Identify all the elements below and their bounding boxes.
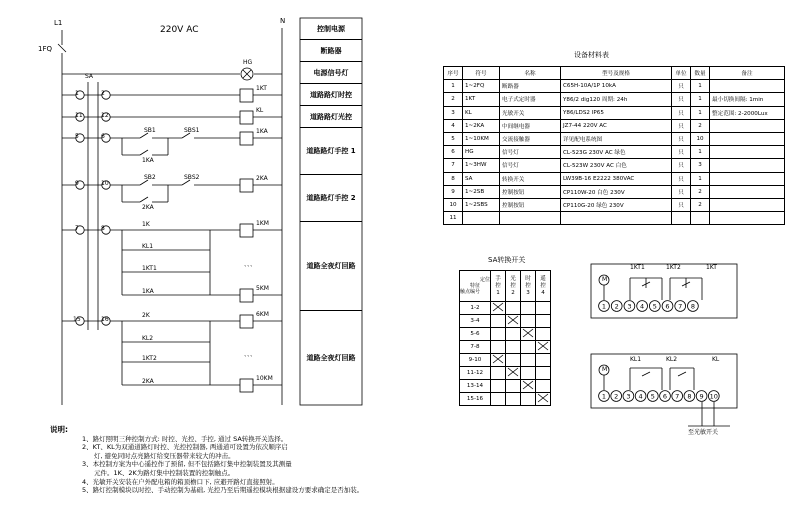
table-cell: 只 bbox=[672, 172, 691, 185]
table-cell: 7 bbox=[444, 159, 463, 172]
sa-open-cell bbox=[536, 315, 551, 328]
contact-label: 1KA bbox=[142, 288, 154, 295]
terminal-pin-number: 1 bbox=[601, 392, 607, 401]
cross-mark-icon bbox=[537, 341, 549, 351]
continuation-dots: 、、、 bbox=[244, 261, 257, 268]
sa-open-cell bbox=[491, 380, 506, 393]
terminal-label: KL bbox=[712, 356, 720, 363]
contact-label: SB1 bbox=[144, 127, 156, 134]
table-cell: 最小切换间隔: 1min bbox=[710, 93, 785, 106]
table-cell: 整定范围: 2-2000Lux bbox=[710, 106, 785, 119]
sa-column-header-line: 控 bbox=[540, 282, 546, 289]
sa-column-header-line: 3 bbox=[526, 289, 530, 296]
table-cell: C65H-10A/1P 10kA bbox=[561, 80, 672, 93]
table-cell: 只 bbox=[672, 198, 691, 211]
terminal-diagram-1kt bbox=[590, 262, 740, 322]
terminal-pin-number: 9 bbox=[699, 392, 704, 401]
sa-row bbox=[460, 328, 551, 341]
contact-label: SBS2 bbox=[184, 174, 200, 181]
terminal-pin-number: 3 bbox=[626, 392, 631, 401]
table-row bbox=[444, 146, 785, 159]
table-cell: KL bbox=[463, 106, 500, 119]
terminal-pin-number: 7 bbox=[675, 392, 680, 401]
terminal-pin-number: 3 bbox=[627, 302, 632, 311]
table-header-row bbox=[444, 67, 785, 80]
contact-label: KL2 bbox=[142, 335, 154, 342]
sa-column-header-line: 4 bbox=[541, 289, 545, 296]
function-cell: 道路全夜灯回路 bbox=[306, 353, 356, 362]
sa-closed-mark bbox=[521, 380, 536, 393]
note-line: 1、路灯照明三种控制方式: 时控、光控、手控, 通过 SA转换开关选择。 bbox=[82, 434, 288, 443]
function-cell: 道路路灯时控 bbox=[300, 84, 362, 106]
cross-mark-icon bbox=[537, 393, 549, 403]
sa-row-label: 13-14 bbox=[460, 380, 491, 393]
note-line: 元件。1K、2K为路灯集中控制装置的控制触点。 bbox=[94, 468, 235, 477]
sa-row-label: 9-10 bbox=[460, 354, 491, 367]
table-cell: 转换开关 bbox=[500, 172, 561, 185]
coil-label: 1KA bbox=[256, 128, 268, 135]
sa-terminal-number: 15 bbox=[73, 316, 81, 323]
table-cell: 只 bbox=[672, 106, 691, 119]
sa-open-cell bbox=[521, 315, 536, 328]
table-cell: 只 bbox=[672, 185, 691, 198]
table-cell: 只 bbox=[672, 119, 691, 132]
contact-label: SB2 bbox=[144, 174, 156, 181]
table-cell: 信号灯 bbox=[500, 159, 561, 172]
sa-column-header-line: 2 bbox=[511, 289, 515, 296]
sa-switch-table bbox=[459, 270, 551, 406]
table-cell: 1~2KA bbox=[463, 119, 500, 132]
contact-label: 2KA bbox=[142, 204, 154, 211]
sa-column-header bbox=[536, 271, 551, 302]
table-cell bbox=[710, 172, 785, 185]
note-line: 灯, 避免同时点亮路灯给变压器带来较大的冲击。 bbox=[94, 451, 235, 460]
sa-closed-mark bbox=[536, 341, 551, 354]
sa-column-header-line: 控 bbox=[495, 282, 501, 289]
table-cell: CL-523G 230V AC 绿色 bbox=[561, 146, 672, 159]
sa-open-cell bbox=[506, 393, 521, 406]
table-cell: 详见配电系统图 bbox=[561, 132, 672, 145]
terminal-pin-number: 1 bbox=[601, 302, 607, 311]
table-cell bbox=[710, 185, 785, 198]
cross-mark-icon bbox=[522, 328, 534, 338]
sa-open-cell bbox=[521, 393, 536, 406]
table-cell: 1 bbox=[444, 80, 463, 93]
coil-label: 10KM bbox=[256, 375, 273, 382]
table-cell: 控制按钮 bbox=[500, 185, 561, 198]
terminal-pin-number: 6 bbox=[665, 302, 670, 311]
cross-mark-icon bbox=[507, 315, 519, 325]
sa-row bbox=[460, 354, 551, 367]
cross-mark-icon bbox=[507, 367, 519, 377]
table-cell: 电子式定时器 bbox=[500, 93, 561, 106]
table-cell: 2 bbox=[691, 119, 710, 132]
column-header: 序号 bbox=[444, 67, 463, 80]
sa-open-cell bbox=[491, 367, 506, 380]
continuation-dots: 、、、 bbox=[244, 351, 257, 358]
table-cell bbox=[710, 146, 785, 159]
cross-mark-icon bbox=[492, 354, 504, 364]
sa-switch-label: SA bbox=[85, 73, 94, 80]
note-line: 4、光敏开关安装在户外配电箱的箱顶檐口下, 应避开路灯直接照射。 bbox=[82, 477, 279, 486]
table-row bbox=[444, 106, 785, 119]
table-cell: 10 bbox=[691, 132, 710, 145]
terminal-label: 1KT1 bbox=[630, 264, 645, 271]
column-header: 符号 bbox=[463, 67, 500, 80]
terminal-pin-number: 6 bbox=[662, 392, 668, 401]
table-cell: 只 bbox=[672, 80, 691, 93]
sa-terminal-number: 8 bbox=[101, 225, 105, 232]
function-cell: 控制电源 bbox=[300, 18, 362, 40]
sa-open-cell bbox=[506, 380, 521, 393]
contact-label: 1K bbox=[142, 221, 150, 228]
table-cell: 1 bbox=[691, 146, 710, 159]
sa-row bbox=[460, 315, 551, 328]
table-cell: 控制按钮 bbox=[500, 198, 561, 211]
sa-open-cell bbox=[521, 341, 536, 354]
table-cell: 1 bbox=[691, 80, 710, 93]
table-cell bbox=[710, 212, 785, 225]
materials-table bbox=[443, 66, 785, 225]
table-cell: 1 bbox=[691, 172, 710, 185]
table-cell: 交流接触器 bbox=[500, 132, 561, 145]
table-cell: 只 bbox=[672, 93, 691, 106]
terminal-pin-number: 5 bbox=[652, 302, 657, 311]
sa-column-header-line: 时 bbox=[525, 275, 531, 282]
terminal-label: 1KT2 bbox=[666, 264, 681, 271]
table-cell bbox=[710, 159, 785, 172]
table-cell: 2 bbox=[691, 198, 710, 211]
sa-open-cell bbox=[506, 302, 521, 315]
table-cell bbox=[710, 80, 785, 93]
table-cell: 光敏开关 bbox=[500, 106, 561, 119]
table-cell: CL-523W 230V AC 白色 bbox=[561, 159, 672, 172]
sa-open-cell bbox=[491, 315, 506, 328]
table-cell: 1 bbox=[691, 106, 710, 119]
sa-column-header-line: 遥 bbox=[540, 275, 546, 282]
sa-row bbox=[460, 393, 551, 406]
sa-closed-mark bbox=[491, 354, 506, 367]
table-cell: 3 bbox=[691, 159, 710, 172]
sa-column-header-line: 控 bbox=[510, 282, 516, 289]
function-cell: 电源信号灯 bbox=[300, 62, 362, 84]
table-cell bbox=[463, 212, 500, 225]
table-cell bbox=[561, 212, 672, 225]
sa-corner-cell bbox=[460, 271, 491, 302]
materials-title: 设备材料表 bbox=[574, 51, 609, 59]
coil-label: KL bbox=[256, 107, 264, 114]
notes-block bbox=[50, 426, 363, 495]
sa-terminal-number: 2 bbox=[101, 90, 105, 97]
table-cell bbox=[710, 119, 785, 132]
sa-terminal-number: 9 bbox=[75, 180, 79, 187]
sa-corner-bottom: 触点编号 bbox=[460, 289, 481, 295]
contact-label: 1KA bbox=[142, 157, 154, 164]
table-cell bbox=[691, 212, 710, 225]
table-cell: Y86/LDS2 IP65 bbox=[561, 106, 672, 119]
sa-column-header-line: 1 bbox=[496, 289, 500, 296]
breaker-label: 1FQ bbox=[38, 45, 52, 53]
terminal-pin-number: 7 bbox=[678, 302, 683, 311]
contact-label: 2K bbox=[142, 312, 150, 319]
sa-corner-mid: 特征 bbox=[469, 283, 480, 289]
terminal-pin-number: 8 bbox=[687, 392, 692, 401]
terminal-pin-number: 4 bbox=[638, 392, 643, 401]
sa-open-cell bbox=[506, 341, 521, 354]
materials-table-body bbox=[444, 80, 785, 225]
sa-header-row bbox=[460, 271, 551, 302]
motor-label: M bbox=[602, 276, 608, 283]
table-row bbox=[444, 159, 785, 172]
table-cell: 1~2SB bbox=[463, 185, 500, 198]
sa-open-cell bbox=[521, 354, 536, 367]
sa-row bbox=[460, 302, 551, 315]
function-cell: 道路路灯手控 2 bbox=[300, 175, 362, 222]
sa-terminal-number: 12 bbox=[101, 112, 109, 119]
table-cell: CP110W-20 白色 230V bbox=[561, 185, 672, 198]
sa-row-label: 1-2 bbox=[460, 302, 491, 315]
contact-label: 1KT2 bbox=[142, 355, 157, 362]
sa-row bbox=[460, 367, 551, 380]
terminal-pin-number: 2 bbox=[614, 302, 619, 311]
table-row bbox=[444, 119, 785, 132]
sa-terminal-number: 5 bbox=[75, 133, 79, 140]
terminal-pin-number: 10 bbox=[709, 392, 718, 401]
sa-table-body bbox=[460, 302, 551, 406]
photosensor-caption: 至光敏开关 bbox=[688, 429, 719, 436]
note-line: 5、路灯控制模块以时控、手动控制为基础, 光控乃至后期遥控模块根据建设方要求确定是否加装。 bbox=[82, 486, 364, 495]
table-row bbox=[444, 93, 785, 106]
sa-row-label: 3-4 bbox=[460, 315, 491, 328]
contact-label: 1KT1 bbox=[142, 265, 157, 272]
terminal-pin-number: 4 bbox=[640, 302, 645, 311]
contact-label: KL1 bbox=[142, 243, 154, 250]
terminal-pin-number: 2 bbox=[614, 392, 619, 401]
table-cell: 3 bbox=[444, 106, 463, 119]
function-cell: 断路器 bbox=[300, 40, 362, 62]
sa-closed-mark bbox=[521, 328, 536, 341]
sa-column-header-line: 控 bbox=[525, 282, 531, 289]
sa-open-cell bbox=[536, 367, 551, 380]
column-header: 数量 bbox=[691, 67, 710, 80]
sa-column-header bbox=[491, 271, 506, 302]
sa-closed-mark bbox=[491, 302, 506, 315]
sa-column-header bbox=[506, 271, 521, 302]
table-cell: 1KT bbox=[463, 93, 500, 106]
sa-open-cell bbox=[491, 341, 506, 354]
terminal-label: KL2 bbox=[666, 356, 678, 363]
sa-terminal-number: 7 bbox=[75, 225, 79, 232]
sa-open-cell bbox=[491, 328, 506, 341]
sa-open-cell bbox=[506, 328, 521, 341]
table-cell: 4 bbox=[444, 119, 463, 132]
table-cell: 2 bbox=[444, 93, 463, 106]
table-cell: 10 bbox=[444, 198, 463, 211]
table-cell: HG bbox=[463, 146, 500, 159]
table-cell: LW39B-16 E2222 380VAC bbox=[561, 172, 672, 185]
table-row bbox=[444, 132, 785, 145]
note-line: 2、KT、KL为双通道路灯时控、光控控制器, 两通道可设置为依次顺序启 bbox=[82, 443, 288, 452]
table-cell: 信号灯 bbox=[500, 146, 561, 159]
sa-open-cell bbox=[536, 302, 551, 315]
table-cell bbox=[500, 212, 561, 225]
function-cell: 道路路灯光控 bbox=[300, 106, 362, 128]
sa-column-header bbox=[521, 271, 536, 302]
table-cell: 2 bbox=[691, 185, 710, 198]
sa-open-cell bbox=[521, 367, 536, 380]
table-cell: Y86/2 dig120 周期: 24h bbox=[561, 93, 672, 106]
function-cell: 道路全夜灯回路 bbox=[300, 222, 362, 311]
table-row bbox=[444, 172, 785, 185]
sa-open-cell bbox=[536, 354, 551, 367]
sa-open-cell bbox=[506, 354, 521, 367]
sa-open-cell bbox=[536, 328, 551, 341]
table-cell: 1~3HW bbox=[463, 159, 500, 172]
sa-closed-mark bbox=[506, 367, 521, 380]
terminal-label: 1KT bbox=[706, 264, 717, 271]
table-row bbox=[444, 212, 785, 225]
coil-label: 6KM bbox=[256, 311, 269, 318]
column-header: 名称 bbox=[500, 67, 561, 80]
terminal-pin-number: 8 bbox=[690, 302, 695, 311]
terminal-pin-number: 5 bbox=[650, 392, 655, 401]
sa-row bbox=[460, 341, 551, 354]
sa-closed-mark bbox=[506, 315, 521, 328]
terminal-label: KL1 bbox=[630, 356, 642, 363]
table-row bbox=[444, 185, 785, 198]
column-header: 单位 bbox=[672, 67, 691, 80]
table-cell: 6 bbox=[444, 146, 463, 159]
table-row bbox=[444, 198, 785, 211]
sa-terminal-number: 16 bbox=[101, 316, 109, 323]
motor-label: M bbox=[602, 366, 608, 373]
coil-label: 1KM bbox=[256, 220, 269, 227]
sa-row-label: 5-6 bbox=[460, 328, 491, 341]
phase-label: L1 bbox=[54, 19, 63, 27]
table-cell: 只 bbox=[672, 132, 691, 145]
sa-open-cell bbox=[491, 393, 506, 406]
table-cell: CP110G-20 绿色 230V bbox=[561, 198, 672, 211]
neutral-label: N bbox=[280, 17, 286, 25]
coil-label: 1KT bbox=[256, 85, 267, 92]
cross-mark-icon bbox=[492, 302, 504, 312]
table-cell bbox=[710, 132, 785, 145]
table-cell: 8 bbox=[444, 172, 463, 185]
sa-row bbox=[460, 380, 551, 393]
cross-mark-icon bbox=[522, 380, 534, 390]
sa-table-title: SA转换开关 bbox=[488, 256, 526, 264]
notes-heading: 说明: bbox=[50, 425, 68, 434]
sa-column-header-line: 光 bbox=[510, 275, 516, 282]
table-cell: 11 bbox=[444, 212, 463, 225]
sa-column-header-line: 手 bbox=[495, 275, 501, 282]
table-cell: 断路器 bbox=[500, 80, 561, 93]
table-cell: 只 bbox=[672, 146, 691, 159]
sa-terminal-number: 11 bbox=[75, 112, 83, 119]
table-row bbox=[444, 80, 785, 93]
table-cell: 1 bbox=[691, 93, 710, 106]
sa-row-label: 7-8 bbox=[460, 341, 491, 354]
table-cell: 1~10KM bbox=[463, 132, 500, 145]
table-cell: SA bbox=[463, 172, 500, 185]
coil-label: 5KM bbox=[256, 285, 269, 292]
column-header: 备注 bbox=[710, 67, 785, 80]
sa-row-label: 11-12 bbox=[460, 367, 491, 380]
signal-lamp-label: HG bbox=[243, 59, 253, 66]
table-cell: 中间继电器 bbox=[500, 119, 561, 132]
table-cell bbox=[710, 198, 785, 211]
table-cell: 1~2SBS bbox=[463, 198, 500, 211]
contact-label: SBS1 bbox=[184, 127, 200, 134]
table-cell: 只 bbox=[672, 159, 691, 172]
coil-label: 2KA bbox=[256, 175, 268, 182]
sa-terminal-number: 10 bbox=[101, 180, 109, 187]
sa-corner-top: 定位 bbox=[479, 277, 490, 283]
table-cell: 1~2FQ bbox=[463, 80, 500, 93]
sa-terminal-number: 6 bbox=[101, 133, 105, 140]
table-cell: 5 bbox=[444, 132, 463, 145]
function-cell: 道路路灯手控 1 bbox=[300, 128, 362, 175]
table-cell: JZ7-44 220V AC bbox=[561, 119, 672, 132]
sa-terminal-number: 1 bbox=[75, 90, 79, 97]
supply-voltage-label: 220V AC bbox=[160, 25, 199, 35]
sa-closed-mark bbox=[536, 393, 551, 406]
table-cell bbox=[672, 212, 691, 225]
column-header: 型号及规格 bbox=[561, 67, 672, 80]
note-line: 3、本控制方案为中心遥控作了预留, 但不包括路灯集中控制装置及其测量 bbox=[82, 460, 292, 469]
sa-open-cell bbox=[521, 302, 536, 315]
sa-row-label: 15-16 bbox=[460, 393, 491, 406]
table-cell: 9 bbox=[444, 185, 463, 198]
contact-label: 2KA bbox=[142, 378, 154, 385]
sa-open-cell bbox=[536, 380, 551, 393]
